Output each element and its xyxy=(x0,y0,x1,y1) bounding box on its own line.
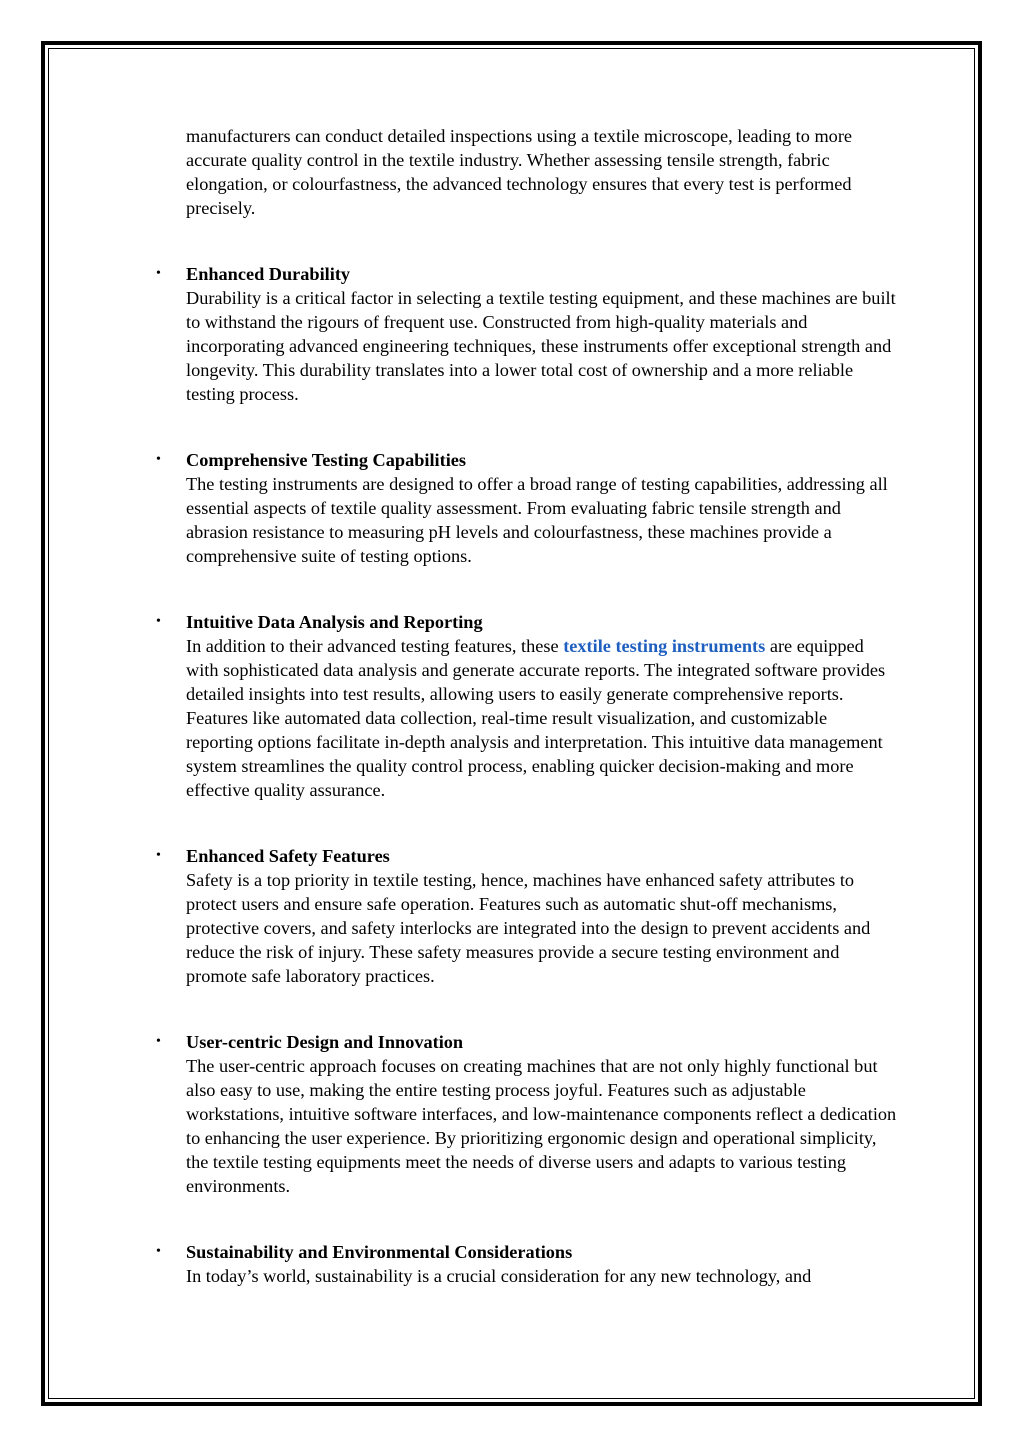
item-body-before-link: In addition to their advanced testing features, these xyxy=(186,636,564,656)
item-body xyxy=(186,634,898,802)
item-title: Enhanced Safety Features xyxy=(186,846,390,866)
list-item-durability xyxy=(156,262,898,406)
intro-paragraph: manufacturers can conduct detailed inspections using a textile microscope, leading to more accurate quality control in the textile industry. Whether assessing tensile strength, fabric elongation, or colourfastness, the advanced technology ensures that every test is performed precisely. xyxy=(186,126,853,218)
page-content xyxy=(156,124,898,1288)
item-title: Enhanced Durability xyxy=(186,264,351,284)
item-title: User-centric Design and Innovation xyxy=(186,1032,464,1052)
item-title: Sustainability and Environmental Considerations xyxy=(186,1242,573,1262)
item-body: Durability is a critical factor in selecting a textile testing equipment, and these machines are built to withstand the rigours of frequent use. Constructed from high-quality materials and incorporating advanced engineering techniques, these instruments offer exceptional strength and longevity. This durability translates into a lower total cost of ownership and a more reliable testing process. xyxy=(186,288,896,404)
bullet-icon: • xyxy=(156,1034,161,1049)
item-body: The user-centric approach focuses on creating machines that are not only highly functional but also easy to use, making the entire testing process joyful. Features such as adjustable workstations, intuitive software interfaces, and low-maintenance components reflect a dedication to enhancing the user experience. By prioritizing ergonomic design and operational simplicity, the textile testing equipments meet the needs of diverse users and adapts to various testing environments. xyxy=(186,1056,897,1196)
bullet-icon: • xyxy=(156,452,161,467)
list-item-data-analysis xyxy=(156,610,898,802)
item-title: Comprehensive Testing Capabilities xyxy=(186,450,467,470)
list-item-safety xyxy=(156,844,898,988)
item-body: Safety is a top priority in textile testing, hence, machines have enhanced safety attributes to protect users and ensure safe operation. Features such as automatic shut-off mechanisms, protective covers, and safety interlocks are integrated into the design to prevent accidents and reduce the risk of injury. These safety measures provide a secure testing environment and promote safe laboratory practices. xyxy=(186,870,871,986)
textile-testing-instruments-link[interactable]: textile testing instruments xyxy=(563,636,766,656)
bullet-icon: • xyxy=(156,266,161,281)
bullet-icon: • xyxy=(156,848,161,863)
list-item-testing-capabilities xyxy=(156,448,898,568)
bullet-icon: • xyxy=(156,1244,161,1259)
list-item-user-centric xyxy=(156,1030,898,1198)
list-item-sustainability xyxy=(156,1240,898,1288)
item-body: In today’s world, sustainability is a crucial consideration for any new technology, and xyxy=(186,1266,812,1286)
item-title: Intuitive Data Analysis and Reporting xyxy=(186,612,483,632)
item-body: The testing instruments are designed to offer a broad range of testing capabilities, addressing all essential aspects of textile quality assessment. From evaluating fabric tensile strength and abrasion resistance to measuring pH levels and colourfastness, these machines provide a comprehensive suite of testing options. xyxy=(186,474,888,566)
bullet-icon: • xyxy=(156,614,161,629)
item-body-after-link: are equipped with sophisticated data analysis and generate accurate reports. The integrated software provides detailed insights into test results, allowing users to easily generate comprehensive reports. Features like automated data collection, real-time result visualization, and customizable reporting options facilitate in-depth analysis and interpretation. This intuitive data management system streamlines the quality control process, enabling quicker decision-making and more effective quality assurance. xyxy=(186,636,886,800)
